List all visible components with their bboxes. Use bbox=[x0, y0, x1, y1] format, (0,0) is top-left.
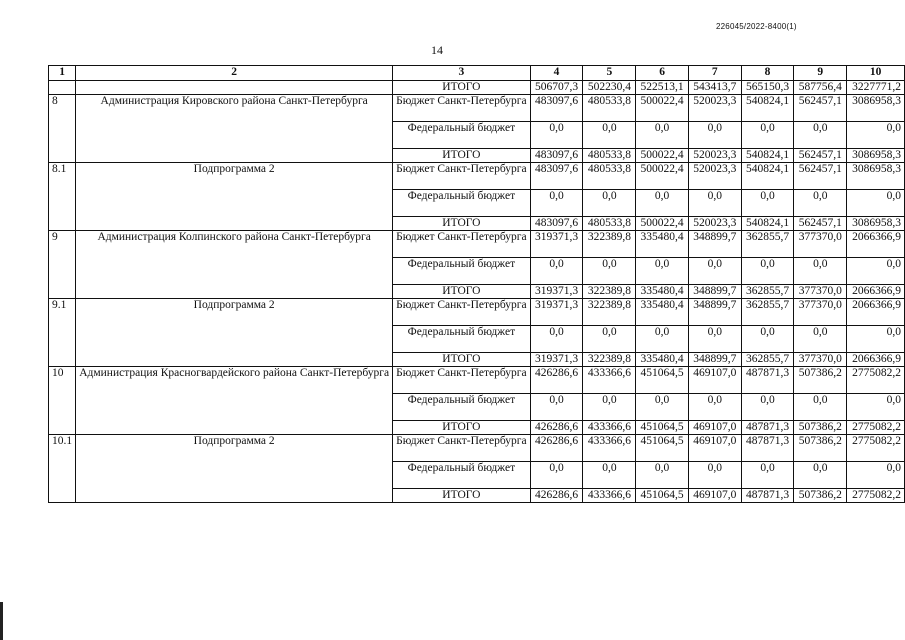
value-cell: 0,0 bbox=[530, 326, 583, 353]
value-cell: 3086958,3 bbox=[847, 149, 905, 163]
value-cell: 469107,0 bbox=[688, 489, 741, 503]
value-cell: 348899,7 bbox=[688, 285, 741, 299]
source-cell: Федеральный бюджет bbox=[393, 258, 531, 285]
value-cell: 487871,3 bbox=[741, 435, 794, 462]
value-cell: 520023,3 bbox=[688, 95, 741, 122]
source-cell: ИТОГО bbox=[393, 285, 531, 299]
empty-cell bbox=[49, 81, 76, 95]
value-cell: 0,0 bbox=[847, 122, 905, 149]
source-cell: Бюджет Санкт-Петербурга bbox=[393, 95, 531, 122]
value-cell: 0,0 bbox=[636, 122, 689, 149]
column-header-4: 4 bbox=[530, 66, 583, 81]
table-row bbox=[49, 95, 905, 122]
value-cell: 426286,6 bbox=[530, 367, 583, 394]
value-cell: 540824,1 bbox=[741, 95, 794, 122]
value-cell: 0,0 bbox=[688, 326, 741, 353]
value-cell: 0,0 bbox=[741, 122, 794, 149]
value-cell: 0,0 bbox=[741, 326, 794, 353]
value-cell: 562457,1 bbox=[794, 149, 847, 163]
value-cell: 500022,4 bbox=[636, 163, 689, 190]
column-header-8: 8 bbox=[741, 66, 794, 81]
source-cell: Федеральный бюджет bbox=[393, 190, 531, 217]
value-cell: 2775082,2 bbox=[847, 435, 905, 462]
value-cell: 426286,6 bbox=[530, 421, 583, 435]
column-header-10: 10 bbox=[847, 66, 905, 81]
value-cell: 562457,1 bbox=[794, 95, 847, 122]
value-cell: 0,0 bbox=[847, 190, 905, 217]
value-cell: 319371,3 bbox=[530, 285, 583, 299]
source-cell: ИТОГО bbox=[393, 217, 531, 231]
value-cell: 0,0 bbox=[636, 190, 689, 217]
value-cell: 2066366,9 bbox=[847, 299, 905, 326]
value-cell: 0,0 bbox=[794, 190, 847, 217]
value-cell: 480533,8 bbox=[583, 149, 636, 163]
value-cell: 2066366,9 bbox=[847, 231, 905, 258]
value-cell: 0,0 bbox=[794, 258, 847, 285]
value-cell: 3086958,3 bbox=[847, 163, 905, 190]
value-cell: 0,0 bbox=[847, 258, 905, 285]
value-cell: 377370,0 bbox=[794, 299, 847, 326]
table-row bbox=[49, 367, 905, 394]
value-cell: 377370,0 bbox=[794, 231, 847, 258]
column-header-5: 5 bbox=[583, 66, 636, 81]
value-cell: 0,0 bbox=[688, 394, 741, 421]
value-cell: 335480,4 bbox=[636, 353, 689, 367]
value-cell: 0,0 bbox=[636, 394, 689, 421]
value-cell: 480533,8 bbox=[583, 217, 636, 231]
source-cell: Бюджет Санкт-Петербурга bbox=[393, 367, 531, 394]
value-cell: 0,0 bbox=[741, 462, 794, 489]
source-cell: Бюджет Санкт-Петербурга bbox=[393, 163, 531, 190]
value-cell: 0,0 bbox=[688, 258, 741, 285]
value-cell: 507386,2 bbox=[794, 435, 847, 462]
value-cell: 348899,7 bbox=[688, 231, 741, 258]
value-cell: 348899,7 bbox=[688, 353, 741, 367]
row-number-cell: 10 bbox=[49, 367, 76, 435]
value-cell: 562457,1 bbox=[794, 217, 847, 231]
table-row bbox=[49, 299, 905, 326]
value-cell: 500022,4 bbox=[636, 217, 689, 231]
table-row bbox=[49, 435, 905, 462]
value-cell: 2775082,2 bbox=[847, 421, 905, 435]
value-cell: 335480,4 bbox=[636, 231, 689, 258]
source-cell: Федеральный бюджет bbox=[393, 394, 531, 421]
value-cell: 0,0 bbox=[583, 326, 636, 353]
source-cell: ИТОГО bbox=[393, 353, 531, 367]
value-cell: 433366,6 bbox=[583, 489, 636, 503]
document-number: 226045/2022-8400(1) bbox=[716, 22, 797, 31]
source-cell: Федеральный бюджет bbox=[393, 462, 531, 489]
value-cell: 319371,3 bbox=[530, 299, 583, 326]
executor-name-cell: Администрация Красногвардейского района Санкт-Петербурга bbox=[76, 367, 393, 435]
value-cell: 0,0 bbox=[688, 462, 741, 489]
row-number-cell: 9.1 bbox=[49, 299, 76, 367]
row-number-cell: 10.1 bbox=[49, 435, 76, 503]
value-cell: 2775082,2 bbox=[847, 367, 905, 394]
value-cell: 483097,6 bbox=[530, 149, 583, 163]
carry-over-row bbox=[49, 81, 905, 95]
value-cell: 500022,4 bbox=[636, 95, 689, 122]
value-cell: 362855,7 bbox=[741, 353, 794, 367]
value-cell: 543413,7 bbox=[688, 81, 741, 95]
value-cell: 0,0 bbox=[530, 394, 583, 421]
column-header-9: 9 bbox=[794, 66, 847, 81]
executor-name-cell: Подпрограмма 2 bbox=[76, 163, 393, 231]
source-cell: Бюджет Санкт-Петербурга bbox=[393, 231, 531, 258]
source-cell: Бюджет Санкт-Петербурга bbox=[393, 299, 531, 326]
value-cell: 319371,3 bbox=[530, 353, 583, 367]
value-cell: 540824,1 bbox=[741, 217, 794, 231]
value-cell: 322389,8 bbox=[583, 299, 636, 326]
table-row bbox=[49, 231, 905, 258]
value-cell: 433366,6 bbox=[583, 435, 636, 462]
value-cell: 377370,0 bbox=[794, 353, 847, 367]
source-cell: Федеральный бюджет bbox=[393, 326, 531, 353]
value-cell: 322389,8 bbox=[583, 353, 636, 367]
header-row bbox=[49, 66, 905, 81]
value-cell: 507386,2 bbox=[794, 421, 847, 435]
value-cell: 0,0 bbox=[741, 258, 794, 285]
value-cell: 0,0 bbox=[794, 326, 847, 353]
value-cell: 520023,3 bbox=[688, 217, 741, 231]
value-cell: 426286,6 bbox=[530, 489, 583, 503]
value-cell: 0,0 bbox=[583, 190, 636, 217]
value-cell: 322389,8 bbox=[583, 231, 636, 258]
executor-name-cell: Подпрограмма 2 bbox=[76, 435, 393, 503]
value-cell: 433366,6 bbox=[583, 367, 636, 394]
value-cell: 506707,3 bbox=[530, 81, 583, 95]
column-header-2: 2 bbox=[76, 66, 393, 81]
value-cell: 2066366,9 bbox=[847, 285, 905, 299]
value-cell: 322389,8 bbox=[583, 285, 636, 299]
source-cell: ИТОГО bbox=[393, 489, 531, 503]
value-cell: 451064,5 bbox=[636, 489, 689, 503]
value-cell: 0,0 bbox=[530, 462, 583, 489]
value-cell: 587756,4 bbox=[794, 81, 847, 95]
value-cell: 0,0 bbox=[636, 258, 689, 285]
value-cell: 426286,6 bbox=[530, 435, 583, 462]
value-cell: 0,0 bbox=[636, 326, 689, 353]
value-cell: 540824,1 bbox=[741, 149, 794, 163]
value-cell: 451064,5 bbox=[636, 367, 689, 394]
executor-name-cell: Администрация Кировского района Санкт-Петербурга bbox=[76, 95, 393, 163]
value-cell: 522513,1 bbox=[636, 81, 689, 95]
column-header-3: 3 bbox=[393, 66, 531, 81]
value-cell: 362855,7 bbox=[741, 231, 794, 258]
value-cell: 0,0 bbox=[688, 190, 741, 217]
value-cell: 487871,3 bbox=[741, 421, 794, 435]
value-cell: 487871,3 bbox=[741, 367, 794, 394]
value-cell: 0,0 bbox=[741, 394, 794, 421]
value-cell: 562457,1 bbox=[794, 163, 847, 190]
value-cell: 500022,4 bbox=[636, 149, 689, 163]
value-cell: 480533,8 bbox=[583, 163, 636, 190]
budget-table bbox=[48, 65, 905, 503]
value-cell: 451064,5 bbox=[636, 421, 689, 435]
value-cell: 507386,2 bbox=[794, 367, 847, 394]
executor-name-cell: Подпрограмма 2 bbox=[76, 299, 393, 367]
value-cell: 335480,4 bbox=[636, 285, 689, 299]
column-header-7: 7 bbox=[688, 66, 741, 81]
value-cell: 507386,2 bbox=[794, 489, 847, 503]
source-cell: Федеральный бюджет bbox=[393, 122, 531, 149]
value-cell: 0,0 bbox=[847, 326, 905, 353]
value-cell: 2775082,2 bbox=[847, 489, 905, 503]
value-cell: 469107,0 bbox=[688, 435, 741, 462]
row-number-cell: 8.1 bbox=[49, 163, 76, 231]
value-cell: 0,0 bbox=[530, 258, 583, 285]
source-cell: ИТОГО bbox=[393, 81, 531, 95]
value-cell: 348899,7 bbox=[688, 299, 741, 326]
value-cell: 3086958,3 bbox=[847, 95, 905, 122]
column-header-1: 1 bbox=[49, 66, 76, 81]
table-row bbox=[49, 163, 905, 190]
value-cell: 0,0 bbox=[847, 394, 905, 421]
value-cell: 0,0 bbox=[688, 122, 741, 149]
value-cell: 377370,0 bbox=[794, 285, 847, 299]
value-cell: 0,0 bbox=[583, 394, 636, 421]
value-cell: 2066366,9 bbox=[847, 353, 905, 367]
value-cell: 0,0 bbox=[530, 190, 583, 217]
row-number-cell: 8 bbox=[49, 95, 76, 163]
value-cell: 3086958,3 bbox=[847, 217, 905, 231]
value-cell: 0,0 bbox=[583, 122, 636, 149]
page-number: 14 bbox=[431, 43, 443, 57]
value-cell: 502230,4 bbox=[583, 81, 636, 95]
value-cell: 0,0 bbox=[741, 190, 794, 217]
row-number-cell: 9 bbox=[49, 231, 76, 299]
source-cell: Бюджет Санкт-Петербурга bbox=[393, 435, 531, 462]
value-cell: 480533,8 bbox=[583, 95, 636, 122]
value-cell: 362855,7 bbox=[741, 299, 794, 326]
value-cell: 0,0 bbox=[794, 122, 847, 149]
value-cell: 483097,6 bbox=[530, 95, 583, 122]
value-cell: 565150,3 bbox=[741, 81, 794, 95]
source-cell: ИТОГО bbox=[393, 149, 531, 163]
scan-edge-mark bbox=[0, 602, 3, 640]
value-cell: 319371,3 bbox=[530, 231, 583, 258]
empty-cell bbox=[76, 81, 393, 95]
value-cell: 469107,0 bbox=[688, 421, 741, 435]
value-cell: 0,0 bbox=[794, 394, 847, 421]
value-cell: 451064,5 bbox=[636, 435, 689, 462]
value-cell: 520023,3 bbox=[688, 163, 741, 190]
value-cell: 0,0 bbox=[794, 462, 847, 489]
value-cell: 0,0 bbox=[530, 122, 583, 149]
source-cell: ИТОГО bbox=[393, 421, 531, 435]
value-cell: 0,0 bbox=[583, 258, 636, 285]
value-cell: 487871,3 bbox=[741, 489, 794, 503]
value-cell: 335480,4 bbox=[636, 299, 689, 326]
value-cell: 433366,6 bbox=[583, 421, 636, 435]
value-cell: 0,0 bbox=[847, 462, 905, 489]
column-header-6: 6 bbox=[636, 66, 689, 81]
value-cell: 540824,1 bbox=[741, 163, 794, 190]
value-cell: 0,0 bbox=[583, 462, 636, 489]
value-cell: 3227771,2 bbox=[847, 81, 905, 95]
value-cell: 520023,3 bbox=[688, 149, 741, 163]
executor-name-cell: Администрация Колпинского района Санкт-Петербурга bbox=[76, 231, 393, 299]
value-cell: 362855,7 bbox=[741, 285, 794, 299]
value-cell: 483097,6 bbox=[530, 217, 583, 231]
value-cell: 0,0 bbox=[636, 462, 689, 489]
value-cell: 483097,6 bbox=[530, 163, 583, 190]
value-cell: 469107,0 bbox=[688, 367, 741, 394]
